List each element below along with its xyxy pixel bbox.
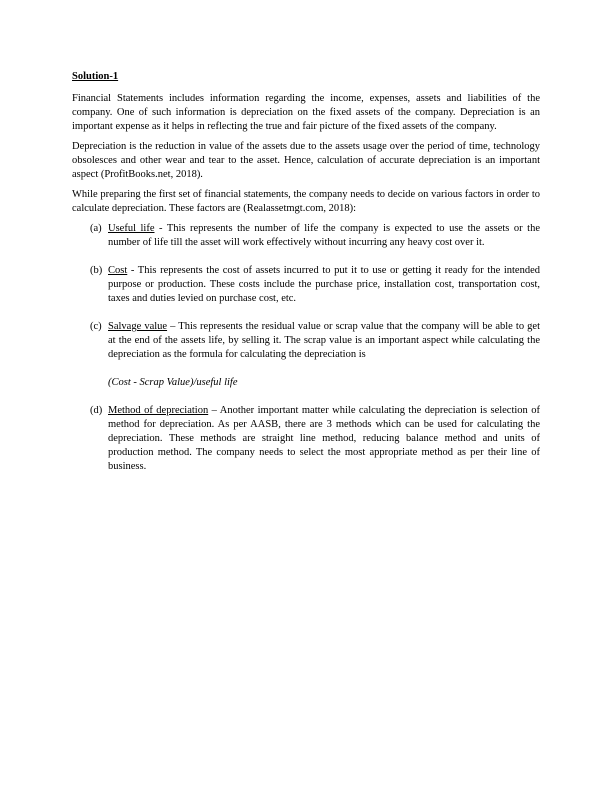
term-cost: Cost	[108, 265, 128, 276]
list-marker: (d)	[90, 405, 103, 416]
factors-list	[72, 222, 540, 474]
depreciation-formula: (Cost - Scrap Value)/useful life	[108, 377, 238, 388]
list-item-text: - This represents the number of life the company is expected to use the assets or the number of life till the asset will work effectively without incurring any heavy cost over it.	[108, 223, 540, 248]
list-item-text: - This represents the cost of assets incurred to put it to use or getting it ready for the intended purpose or production. These costs include the purchase price, installation cost, transportation cost, taxes and duties levied on purchase cost, etc.	[108, 265, 540, 304]
list-marker: (c)	[90, 321, 102, 332]
document-page	[72, 70, 540, 488]
paragraph-factors-lead: While preparing the first set of financial statements, the company needs to decide on various factors in order to calculate depreciation. These factors are (Realassetmgt.com, 2018):	[72, 189, 540, 214]
paragraph-intro: Financial Statements includes information regarding the income, expenses, assets and liabilities of the company. One of such information is depreciation on the fixed assets of the company. Depreciation is an important expense as it helps in reflecting the true and fair picture of the fixed assets of the company.	[72, 93, 540, 132]
paragraph-definition: Depreciation is the reduction in value of the assets due to the assets usage over the period of time, technology obsolesces and other wear and tear to the asset. Hence, calculation of accurate depreciation is an important aspect (ProfitBooks.net, 2018).	[72, 141, 540, 180]
list-item-cost	[72, 264, 540, 306]
list-marker: (a)	[90, 223, 102, 234]
list-marker: (b)	[90, 265, 103, 276]
section-heading: Solution-1	[72, 71, 119, 82]
list-item-text: – Another important matter while calculating the depreciation is selection of method for depreciation. As per AASB, there are 3 methods which can be used for calculating the depreciation. These methods are straight line method, reducing balance method and units of production method. The company needs to select the most appropriate method as per their line of business.	[108, 405, 540, 472]
term-method-of-depreciation: Method of depreciation	[108, 405, 209, 416]
list-item-method-of-depreciation	[72, 404, 540, 474]
term-salvage-value: Salvage value	[108, 321, 168, 332]
list-item-useful-life	[72, 222, 540, 250]
term-useful-life: Useful life	[108, 223, 155, 234]
list-item-salvage-value	[72, 320, 540, 390]
list-item-text: – This represents the residual value or scrap value that the company will be able to get at the end of the assets life, by selling it. The scrap value is an important aspect while calculating the depreciation as the formula for calculating the depreciation is	[108, 321, 540, 360]
